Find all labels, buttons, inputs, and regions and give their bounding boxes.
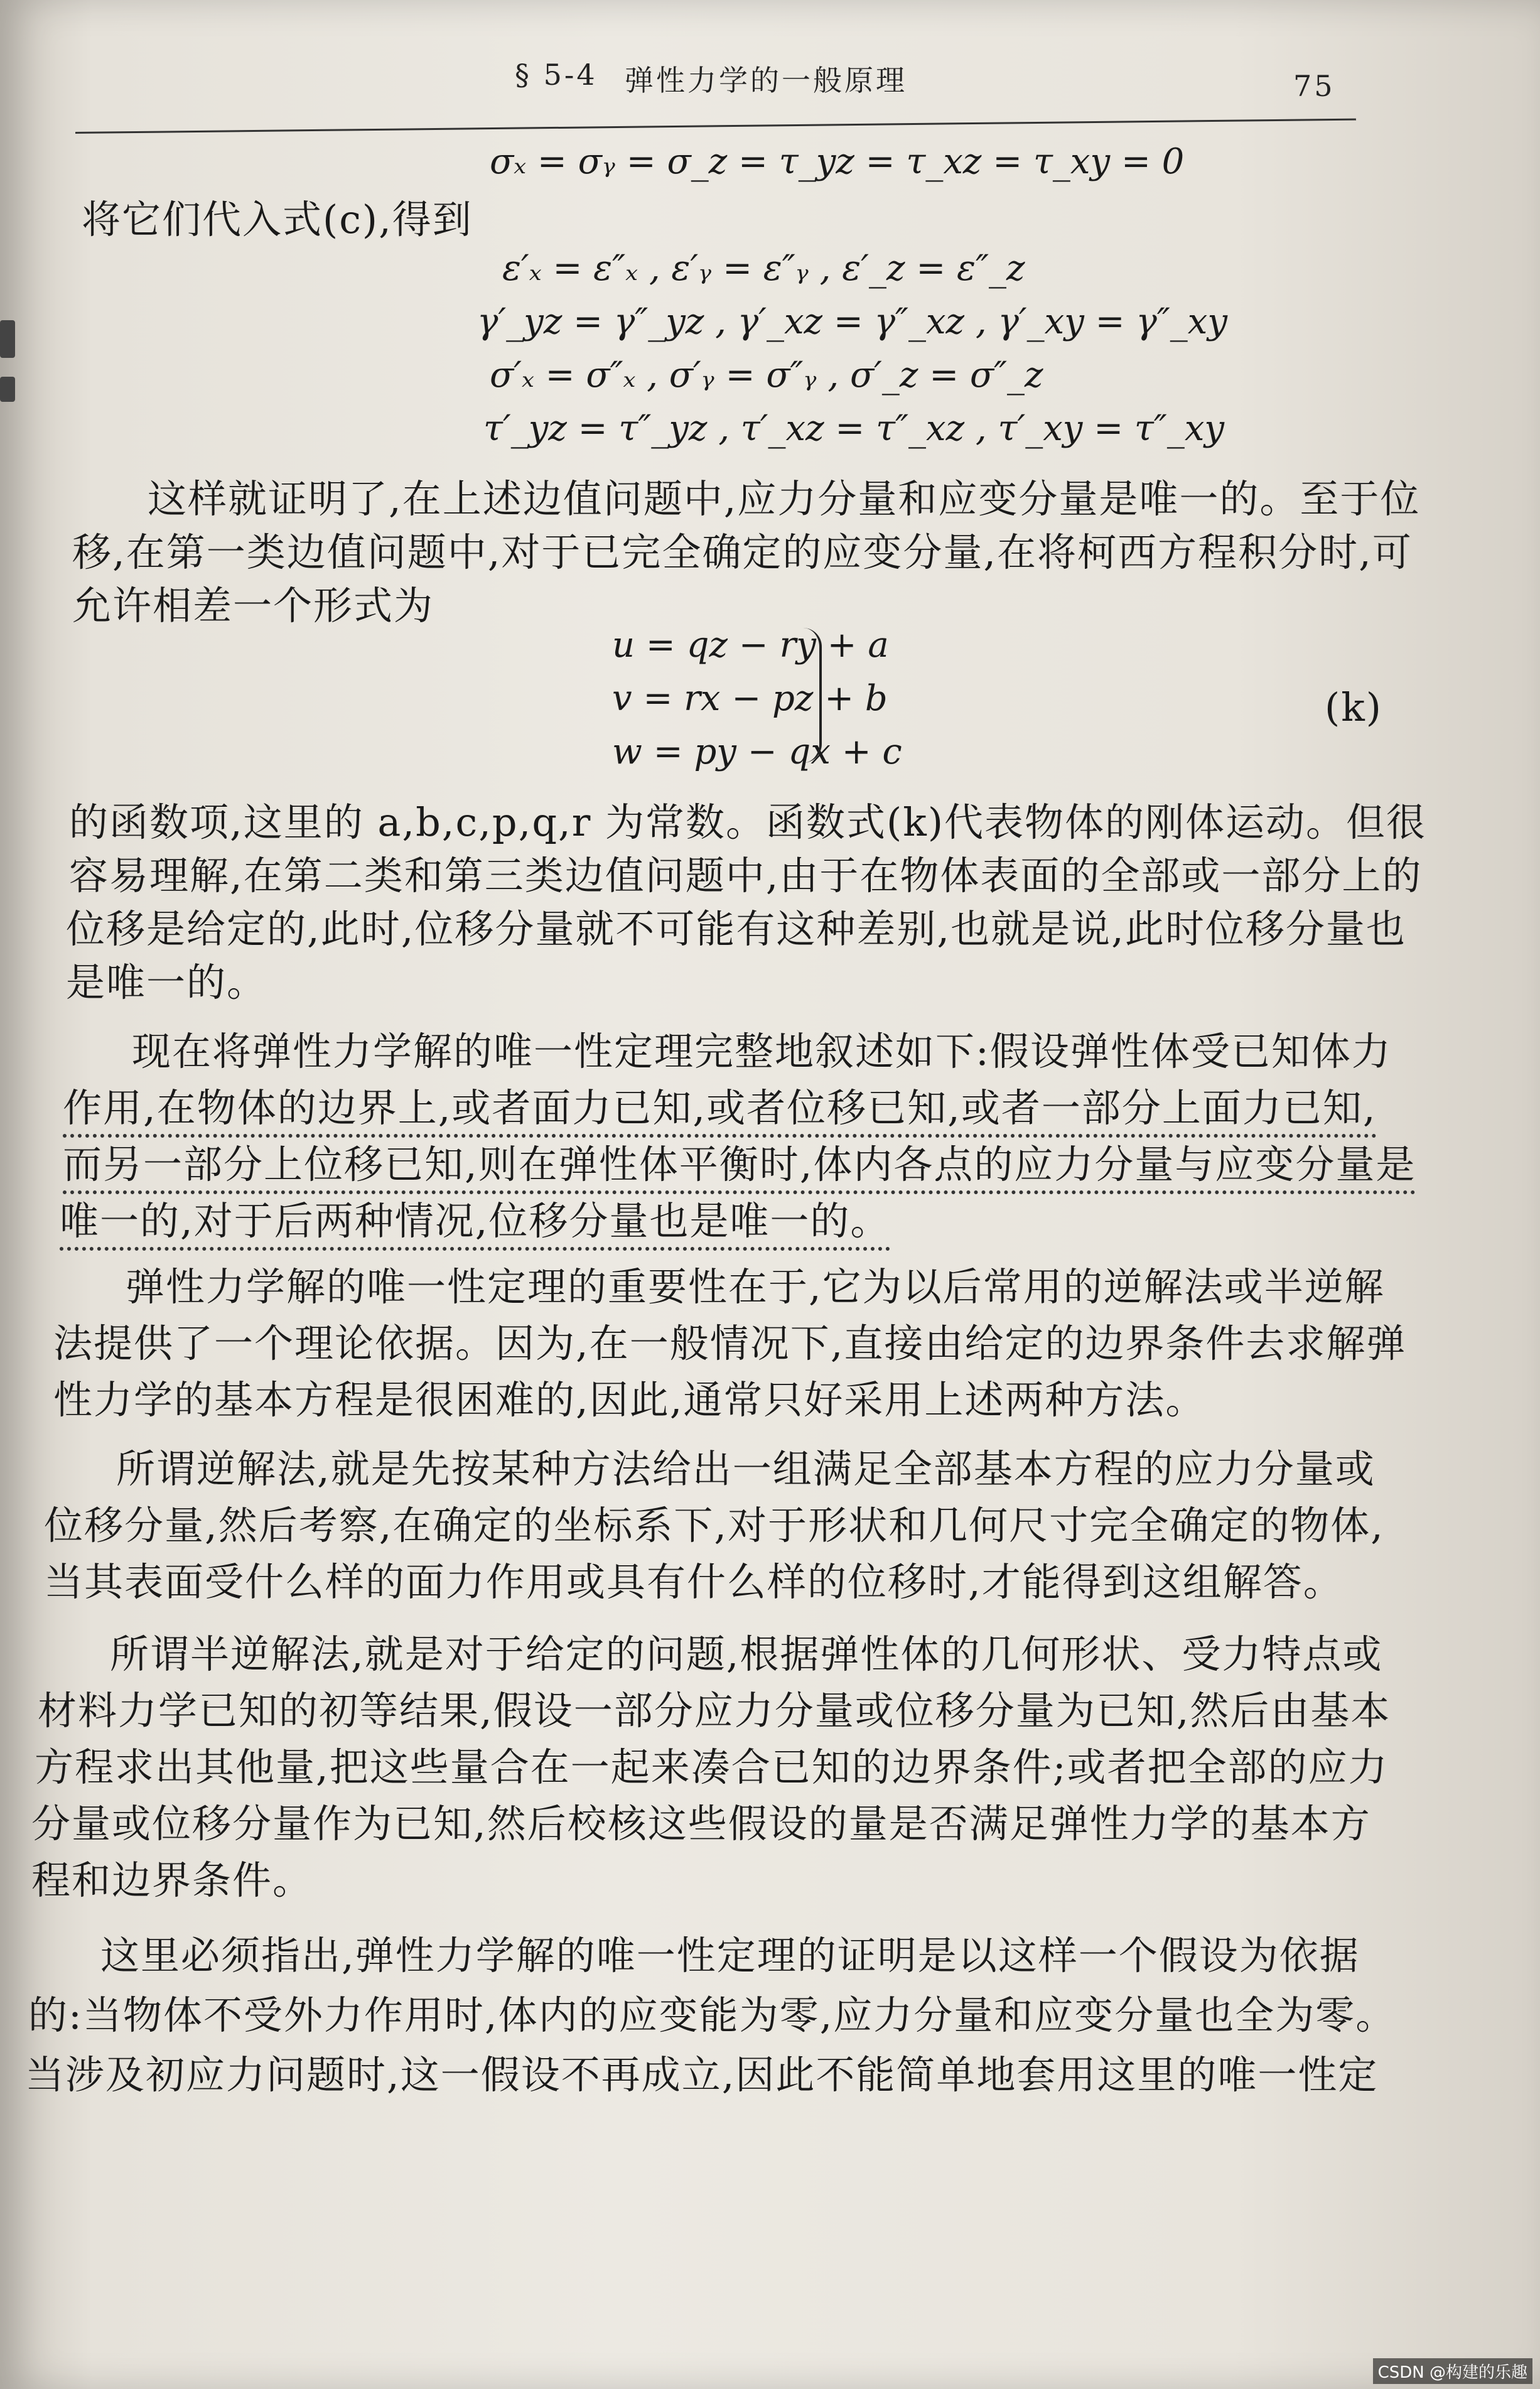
- paragraph-line: 程和边界条件。: [31, 1857, 313, 1903]
- paragraph-line: 位移是给定的,此时,位移分量就不可能有这种差别,也就是说,此时位移分量也: [66, 906, 1406, 952]
- header-rule: [75, 119, 1356, 134]
- paragraph-line: 这样就证明了,在上述边值问题中,应力分量和应变分量是唯一的。至于位: [148, 476, 1421, 522]
- theorem-line: 作用,在物体的边界上,或者面力已知,或者位移已知,或者一部分上面力已知,: [63, 1077, 1377, 1138]
- paragraph-line: 性力学的基本方程是很困难的,因此,通常只好采用上述两种方法。: [53, 1377, 1206, 1423]
- margin-mark: [0, 320, 15, 358]
- equation-brace: [800, 628, 822, 763]
- section-number: § 5-4: [515, 58, 598, 92]
- paragraph-line: 弹性力学解的唯一性定理的重要性在于,它为以后常用的逆解法或半逆解: [126, 1264, 1385, 1310]
- paragraph-line: 所谓半逆解法,就是对于给定的问题,根据弹性体的几何形状、受力特点或: [110, 1631, 1383, 1677]
- paragraph-line: 材料力学已知的初等结果,假设一部分应力分量或位移分量为已知,然后由基本: [38, 1688, 1391, 1734]
- theorem-line: 现在将弹性力学解的唯一性定理完整地叙述如下:假设弹性体受已知体力: [132, 1028, 1392, 1074]
- equation-label: (k): [1325, 684, 1382, 730]
- equation-k-v: v = rx − pz + b: [612, 678, 888, 719]
- theorem-line: 而另一部分上位移已知,则在弹性体平衡时,体内各点的应力分量与应变分量是: [63, 1133, 1416, 1194]
- equation-stress-zero: σₓ = σᵧ = σ_z = τ_yz = τ_xz = τ_xy = 0: [490, 141, 1185, 182]
- equation-shear-stress: τ′_yz = τ″_yz , τ′_xz = τ″_xz , τ′_xy = τ″_xy: [483, 408, 1225, 449]
- equation-strain: ε′ₓ = ε″ₓ , ε′ᵧ = ε″ᵧ , ε′_z = ε″_z: [502, 248, 1025, 289]
- equation-normal-stress: σ′ₓ = σ″ₓ , σ′ᵧ = σ″ᵧ , σ′_z = σ″_z: [490, 355, 1043, 396]
- equation-shear-strain: γ′_yz = γ″_yz , γ′_xz = γ″_xz , γ′_xy = γ″_xy: [477, 301, 1227, 342]
- paragraph-line: 容易理解,在第二类和第三类边值问题中,由于在物体表面的全部或一部分上的: [69, 853, 1423, 898]
- paragraph-line: 这里必须指出,弹性力学解的唯一性定理的证明是以这样一个假设为依据: [100, 1933, 1360, 1978]
- theorem-line: 唯一的,对于后两种情况,位移分量也是唯一的。: [60, 1190, 890, 1251]
- paragraph-line: 位移分量,然后考察,在确定的坐标系下,对于形状和几何尺寸完全确定的物体,: [44, 1502, 1384, 1548]
- paragraph-line: 允许相差一个形式为: [72, 583, 434, 628]
- paragraph-line: 分量或位移分量作为已知,然后校核这些假设的量是否满足弹性力学的基本方: [31, 1801, 1371, 1847]
- paragraph-line: 的:当物体不受外力作用时,体内的应变能为零,应力分量和应变分量也全为零。: [28, 1992, 1396, 2038]
- paragraph-line: 是唯一的。: [66, 959, 267, 1005]
- paragraph-line: 法提供了一个理论依据。因为,在一般情况下,直接由给定的边界条件去求解弹: [53, 1320, 1407, 1366]
- equation-k-u: u = qz − ry + a: [612, 625, 889, 666]
- paragraph-line: 当其表面受什么样的面力作用或具有什么样的位移时,才能得到这组解答。: [44, 1559, 1343, 1605]
- paragraph-line: 当涉及初应力问题时,这一假设不再成立,因此不能简单地套用这里的唯一性定: [25, 2052, 1379, 2098]
- watermark: CSDN @构建的乐趣: [1373, 2358, 1532, 2384]
- intro-text: 将它们代入式(c),得到: [82, 197, 473, 242]
- equation-k-w: w = py − qx + c: [612, 731, 902, 772]
- paragraph-line: 的函数项,这里的 a,b,c,p,q,r 为常数。函数式(k)代表物体的刚体运动。但很: [69, 799, 1427, 845]
- paragraph-line: 移,在第一类边值问题中,对于已完全确定的应变分量,在将柯西方程积分时,可: [72, 529, 1413, 575]
- paragraph-line: 所谓逆解法,就是先按某种方法给出一组满足全部基本方程的应力分量或: [116, 1446, 1376, 1492]
- running-title: 弹性力学的一般原理: [625, 63, 907, 97]
- paragraph-line: 方程求出其他量,把这些量合在一起来凑合已知的边界条件;或者把全部的应力: [35, 1744, 1389, 1790]
- page-number: 75: [1293, 69, 1335, 103]
- margin-mark: [0, 377, 15, 402]
